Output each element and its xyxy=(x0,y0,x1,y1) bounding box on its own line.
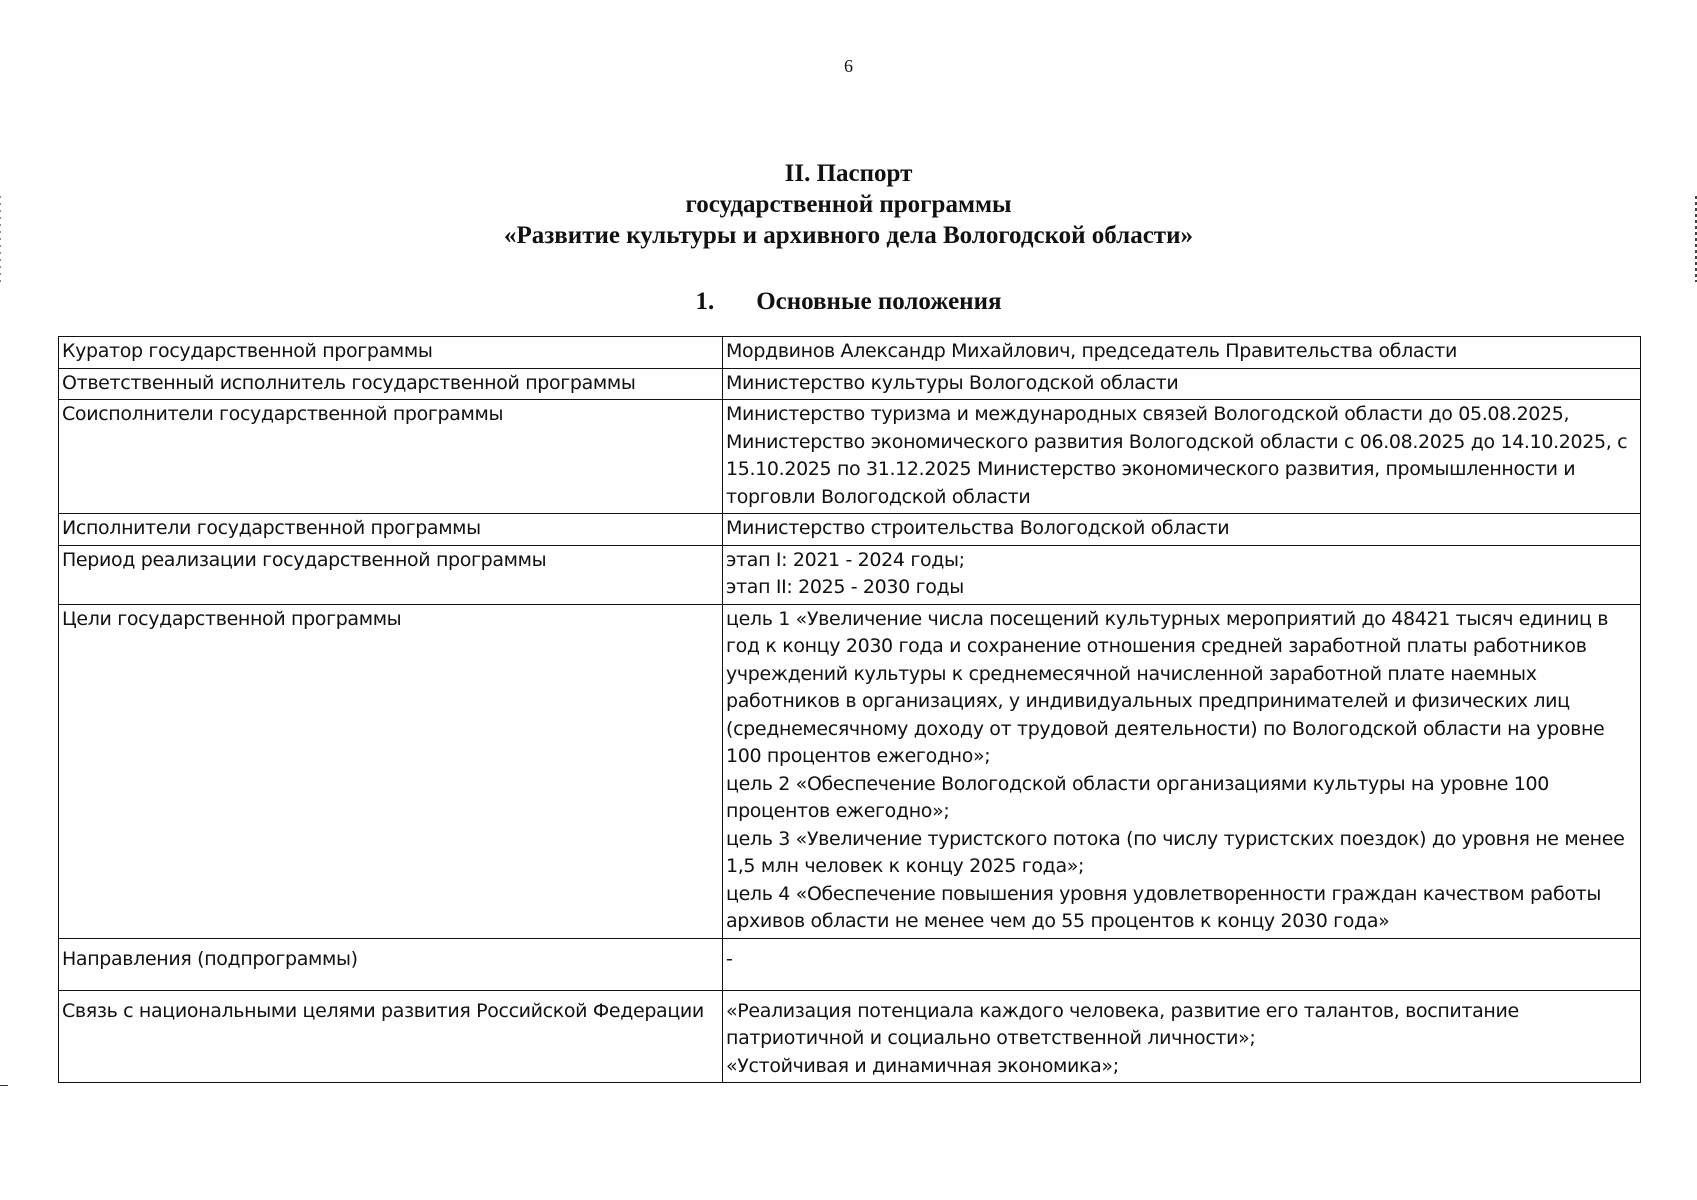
row-label: Ответственный исполнитель государственной программы xyxy=(59,368,723,400)
value-line: - xyxy=(726,947,733,970)
table-row xyxy=(59,545,1641,604)
page-number: 6 xyxy=(844,56,853,76)
row-label: Цели государственной программы xyxy=(59,604,723,938)
row-value xyxy=(723,990,1641,1083)
table-row xyxy=(59,604,1641,938)
table-row xyxy=(59,337,1641,369)
title-line: II. Паспорт xyxy=(784,160,913,187)
table-row xyxy=(59,514,1641,546)
row-label: Период реализации государственной программы xyxy=(59,545,723,604)
value-line: этап II: 2025 - 2030 годы xyxy=(726,576,964,598)
value-line: Министерство культуры Вологодской области xyxy=(726,371,1179,394)
table-row xyxy=(59,368,1641,400)
scan-edge-mark xyxy=(0,1085,8,1086)
section-number: 1. xyxy=(695,288,715,315)
value-line: «Реализация потенциала каждого человека, развитие его талантов, воспитание патриотичной и социально ответственной личности»; xyxy=(726,999,1519,1049)
value-line: этап I: 2021 - 2024 годы; xyxy=(726,548,965,571)
value-line: цель 4 «Обеспечение повышения уровня удовлетворенности граждан качеством работы архивов области не менее чем до 55 процентов к концу 2030 года» xyxy=(726,882,1601,932)
row-label: Направления (подпрограммы) xyxy=(59,938,723,990)
value-line: Министерство туризма и международных связей Вологодской области до 05.08.2025, Министерство экономического развития Вологодской области с 06.08.2025 до 14.10.2025, с 15.10.2025 по 31.12.2025 Министерство экономического развития, промышленности и торговли Вологодской области xyxy=(726,403,1628,508)
table-row xyxy=(59,400,1641,514)
value-line: цель 3 «Увеличение туристского потока (по числу туристских поездок) до уровня не менее 1,5 млн человек к концу 2025 года»; xyxy=(726,827,1625,877)
table-row xyxy=(59,938,1641,990)
row-value xyxy=(723,337,1641,369)
row-value xyxy=(723,938,1641,990)
section-heading xyxy=(0,288,1697,316)
title-line: государственной программы xyxy=(685,191,1012,218)
row-label: Связь с национальными целями развития Российской Федерации xyxy=(59,990,723,1083)
row-value xyxy=(723,514,1641,546)
row-label: Исполнители государственной программы xyxy=(59,514,723,546)
value-line: цель 2 «Обеспечение Вологодской области организациями культуры на уровне 100 процентов ежегодно»; xyxy=(726,772,1550,822)
value-line: Министерство строительства Вологодской области xyxy=(726,517,1230,539)
document-title xyxy=(0,158,1697,251)
row-label: Куратор государственной программы xyxy=(59,337,723,369)
value-line: цель 1 «Увеличение числа посещений культурных мероприятий до 48421 тысяч единиц в год к концу 2030 года и сохранение отношения средней заработной платы работников учреждений культуры к среднемесячной начисленной заработной плате наемных работников в организациях, у индивидуальных предпринимателей и физических лиц (среднемесячному доходу от трудовой деятельности) по Вологодской области на уровне 100 процентов ежегодно»; xyxy=(726,607,1609,767)
section-title: Основные положения xyxy=(756,288,1002,315)
row-value xyxy=(723,545,1641,604)
title-line: «Развитие культуры и архивного дела Вологодской области» xyxy=(503,222,1193,249)
value-line: Мордвинов Александр Михайлович, председатель Правительства области xyxy=(726,340,1457,362)
passport-table xyxy=(58,336,1641,1083)
row-value xyxy=(723,604,1641,938)
row-value xyxy=(723,400,1641,514)
table-row xyxy=(59,990,1641,1083)
row-value xyxy=(723,368,1641,400)
value-line: «Устойчивая и динамичная экономика»; xyxy=(726,1054,1119,1077)
row-label: Соисполнители государственной программы xyxy=(59,400,723,514)
